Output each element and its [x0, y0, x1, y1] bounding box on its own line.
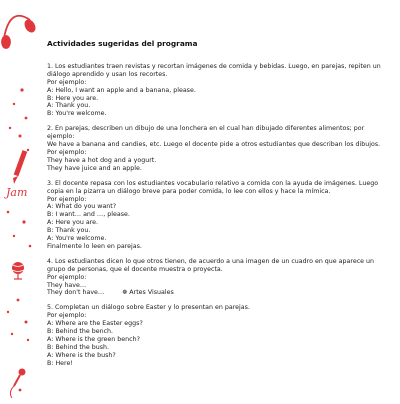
activity-4	[47, 258, 391, 298]
activity-line: A: Thank you.	[47, 102, 91, 110]
activity-line: B: Behind the bench.	[47, 328, 114, 336]
activity-line: A: Where are the Easter eggs?	[47, 320, 143, 328]
activity-line: Por ejemplo:	[47, 195, 87, 203]
activity-line: They have…	[47, 281, 87, 289]
activity-line: B: Thank you.	[47, 227, 91, 235]
activity-2	[47, 125, 391, 172]
globe-icon	[12, 262, 24, 279]
activity-line: Por ejemplo:	[47, 78, 87, 86]
margin-doodle-word: Jam	[6, 186, 28, 199]
activity-intro: 5. Completan un diálogo sobre Easter y lo presentan en parejas.	[47, 304, 250, 312]
activity-line: B: Behind the bush.	[47, 343, 109, 351]
activity-line: They don't have…	[47, 289, 105, 297]
activity-intro: 4. Los estudiantes dicen lo que otros tienen, de acuerdo a una imagen de un cuadro en que aparece un grupo de personas, que el docente muestra o proyecta.	[47, 257, 375, 273]
headphones-icon	[2, 16, 36, 48]
activity-line: B: You're welcome.	[47, 110, 107, 118]
activity-1	[47, 63, 391, 118]
pencil-icon	[13, 150, 27, 184]
activity-line: Por ejemplo:	[47, 148, 87, 156]
activity-line-with-ref	[47, 289, 391, 297]
activity-intro: 1. Los estudiantes traen revistas y recortan imágenes de comida y bebidas. Luego, en parejas, repiten un diálogo aprendido y usan los recortes.	[47, 62, 381, 78]
activity-line: A: Here you are.	[47, 219, 99, 227]
activity-line: They have a hot dog and a yogurt.	[47, 156, 157, 164]
activity-line: A: What do you want?	[47, 203, 117, 211]
activity-5	[47, 304, 391, 367]
margin-doodles	[0, 0, 40, 400]
activity-line: B: Here!	[47, 359, 73, 367]
activity-line: B: Here you are.	[47, 94, 99, 102]
activity-intro: 3. El docente repasa con los estudiantes vocabulario relativo a comida con la ayuda de imágenes. Luego copia en la pizarra un diálogo breve para poder comida, lo lee con ellos y hace la mímica.	[47, 179, 379, 195]
activity-line: We have a banana and candies, etc. Luego el docente pide a otros estudiantes que describan los dibujos.	[47, 141, 381, 149]
activity-line: Finalmente lo leen en parejas.	[47, 242, 142, 250]
margin-decoration	[0, 0, 40, 400]
activity-3	[47, 180, 391, 251]
document-body	[47, 40, 391, 375]
microphone-icon	[10, 369, 25, 399]
margin-dots	[7, 88, 32, 391]
page-title: Actividades sugeridas del programa	[47, 39, 198, 48]
cross-reference	[122, 289, 174, 297]
activity-line: They have juice and an apple.	[47, 164, 142, 172]
activity-line: A: Where is the green bench?	[47, 336, 140, 343]
activity-line: A: Where is the bush?	[47, 351, 116, 359]
activity-intro: 2. En parejas, describen un dibujo de una lonchera en el cual han dibujado diferentes alimentos; por ejemplo:	[47, 125, 365, 141]
cross-reference-label: Artes Visuales	[129, 289, 174, 297]
activity-line: A: You're welcome.	[47, 235, 107, 243]
activity-line: A: Hello, I want an apple and a banana, please.	[47, 86, 196, 94]
activity-line: Por ejemplo:	[47, 273, 87, 281]
activity-line: Por ejemplo:	[47, 312, 87, 320]
activity-line: B: I want… and …, please.	[47, 211, 130, 219]
cross-reference-icon: ❁	[122, 289, 128, 297]
